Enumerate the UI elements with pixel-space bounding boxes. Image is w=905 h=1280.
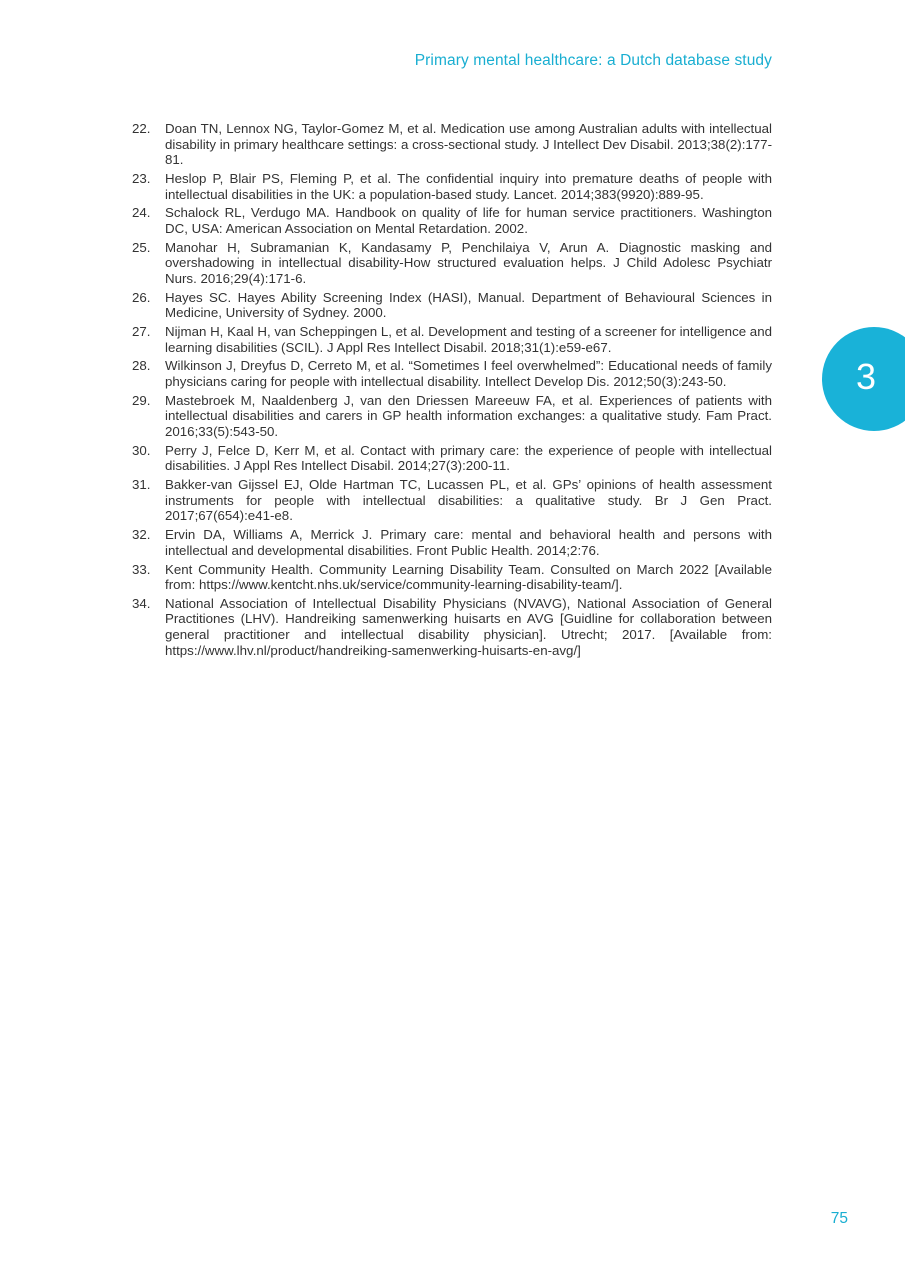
reference-number: 27. <box>132 324 151 340</box>
reference-text: National Association of Intellectual Disability Physicians (NVAVG), National Association of General Practitiones (LHV). Handreiking samenwerking huisarts en AVG [Guidline for collaboration between general practitioner and intellectual disability physician]. Utrecht; 2017. [Available from: https://www.lhv.nl/product/handreiking-samenwerking-huisarts-en-avg/] <box>165 595 772 658</box>
reference-item <box>132 562 772 593</box>
reference-number: 23. <box>132 170 151 186</box>
reference-item <box>132 121 772 168</box>
reference-item <box>132 205 772 236</box>
reference-text: Schalock RL, Verdugo MA. Handbook on quality of life for human service practitioners. Washington DC, USA: American Association on Mental Retardation. 2002. <box>165 205 772 236</box>
reference-item <box>132 393 772 440</box>
reference-number: 25. <box>132 239 151 255</box>
reference-text: Hayes SC. Hayes Ability Screening Index (HASI), Manual. Department of Behavioural Sciences in Medicine, University of Sydney. 2000. <box>165 289 772 321</box>
reference-number: 24. <box>132 205 151 221</box>
reference-list <box>132 121 772 661</box>
reference-number: 30. <box>132 442 151 458</box>
reference-text: Nijman H, Kaal H, van Scheppingen L, et al. Development and testing of a screener for intelligence and learning disabilities (SCIL). J Appl Res Intellect Disabil. 2018;31(1):e59-e67. <box>165 324 772 355</box>
chapter-tab <box>822 327 905 431</box>
reference-number: 31. <box>132 477 151 493</box>
running-header: Primary mental healthcare: a Dutch database study <box>414 52 772 69</box>
reference-text: Mastebroek M, Naaldenberg J, van den Driessen Mareeuw FA, et al. Experiences of patients with intellectual disabilities and carers in GP health information exchanges: a qualitative study. Fam Pract. 2016;33(5):543-50. <box>165 392 772 439</box>
reference-number: 29. <box>132 392 151 408</box>
reference-item <box>132 324 772 355</box>
reference-item <box>132 527 772 558</box>
chapter-number: 3 <box>855 356 877 397</box>
reference-item <box>132 240 772 287</box>
reference-number: 32. <box>132 527 151 543</box>
reference-item <box>132 290 772 321</box>
reference-item <box>132 596 772 658</box>
reference-item <box>132 171 772 202</box>
reference-number: 34. <box>132 595 151 611</box>
reference-text: Manohar H, Subramanian K, Kandasamy P, Penchilaiya V, Arun A. Diagnostic masking and overshadowing in intellectual disability-How structured evaluation helps. J Child Adolesc Psychiatr Nurs. 2016;29(4):171-6. <box>165 239 772 286</box>
reference-number: 33. <box>132 561 151 577</box>
reference-text: Heslop P, Blair PS, Fleming P, et al. The confidential inquiry into premature deaths of people with intellectual disabilities in the UK: a population-based study. Lancet. 2014;383(9920):889-95. <box>165 170 772 202</box>
reference-text: Kent Community Health. Community Learning Disability Team. Consulted on March 2022 [Available from: https://www.kentcht.nhs.uk/service/community-learning-disability-team/]. <box>165 561 772 593</box>
reference-text: Ervin DA, Williams A, Merrick J. Primary care: mental and behavioral health and persons with intellectual and developmental disabilities. Front Public Health. 2014;2:76. <box>165 527 772 558</box>
reference-text: Perry J, Felce D, Kerr M, et al. Contact with primary care: the experience of people with intellectual disabilities. J Appl Res Intellect Disabil. 2014;27(3):200-11. <box>165 442 772 474</box>
reference-number: 22. <box>132 121 151 136</box>
reference-text: Doan TN, Lennox NG, Taylor-Gomez M, et al. Medication use among Australian adults with intellectual disability in primary healthcare settings: a cross-sectional study. J Intellect Dev Disabil. 2013;38(2):177-81. <box>165 121 772 168</box>
reference-text: Wilkinson J, Dreyfus D, Cerreto M, et al. “Sometimes I feel overwhelmed”: Educational needs of family physicians caring for people with intellectual disability. Intellect Develop Dis. 2012;50(3):243-50. <box>165 358 772 390</box>
reference-number: 28. <box>132 358 151 374</box>
reference-item <box>132 443 772 474</box>
reference-text: Bakker-van Gijssel EJ, Olde Hartman TC, Lucassen PL, et al. GPs’ opinions of health assessment instruments for people with intellectual disabilities: a qualitative study. Br J Gen Pract. 2017;67(654):e41-e8. <box>165 477 772 524</box>
reference-item <box>132 477 772 524</box>
reference-item <box>132 358 772 389</box>
reference-number: 26. <box>132 289 151 305</box>
page-number: 75 <box>830 1210 848 1227</box>
